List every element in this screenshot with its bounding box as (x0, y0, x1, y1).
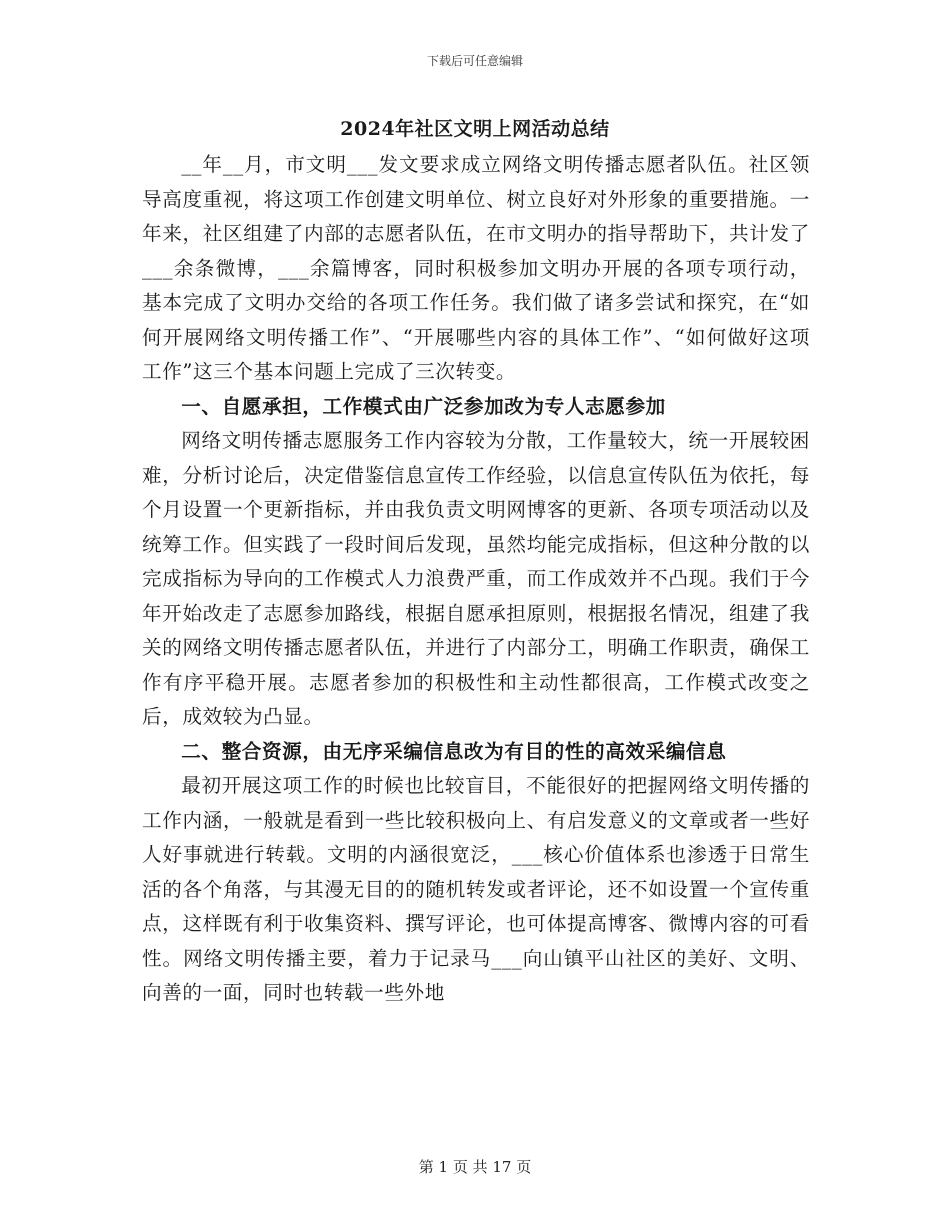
paragraph-section-2: 最初开展这项工作的时候也比较盲目，不能很好的把握网络文明传播的工作内涵，一般就是看到一些比较积极向上、有启发意义的文章或者一些好人好事就进行转载。文明的内涵很宽泛，___核心价值体系也渗透于日常生活的各个角落，与其漫无目的的随机转发或者评论，还不如设置一个宣传重点，这样既有利于收集资料、撰写评论，也可体提高博客、微博内容的可看性。网络文明传播主要，着力于记录马___向山镇平山社区的美好、文明、向善的一面，同时也转载一些外地 (142, 774, 810, 1004)
document-body (142, 148, 810, 1011)
section-heading-2: 二、整合资源，由无序采编信息改为有目的性的高效采编信息 (181, 739, 727, 763)
section-heading-1: 一、自愿承担，工作模式由广泛参加改为专人志愿参加 (181, 394, 666, 418)
paragraph-section-1: 网络文明传播志愿服务工作内容较为分散，工作量较大，统一开展较困难，分析讨论后，决定借鉴信息宣传工作经验，以信息宣传队伍为依托，每个月设置一个更新指标，并由我负责文明网博客的更新、各项专项活动以及统筹工作。但实践了一段时间后发现，虽然均能完成指标，但这种分散的以完成指标为导向的工作模式人力浪费严重，而工作成效并不凸现。我们于今年开始改走了志愿参加路线，根据自愿承担原则，根据报名情况，组建了我关的网络文明传播志愿者队伍，并进行了内部分工，明确工作职责，确保工作有序平稳开展。志愿者参加的积极性和主动性都很高，工作模式改变之后，成效较为凸显。 (142, 429, 810, 728)
document-title: 2024年社区文明上网活动总结 (340, 118, 610, 140)
paragraph-intro: __年__月，市文明___发文要求成立网络文明传播志愿者队伍。社区领导高度重视，将这项工作创建文明单位、树立良好对外形象的重要措施。一年来，社区组建了内部的志愿者队伍，在市文明办的指导帮助下，共计发了___余条微博，___余篇博客，同时积极参加文明办开展的各项专项行动，基本完成了文明办交给的各项工作任务。我们做了诸多尝试和探究，在“如何开展网络文明传播工作”、“开展哪些内容的具体工作”、“如何做好这项工作”这三个基本问题上完成了三次转变。 (142, 153, 810, 383)
page-number: 第 1 页 共 17 页 (418, 1158, 532, 1176)
header-note: 下载后可任意编辑 (426, 54, 523, 68)
